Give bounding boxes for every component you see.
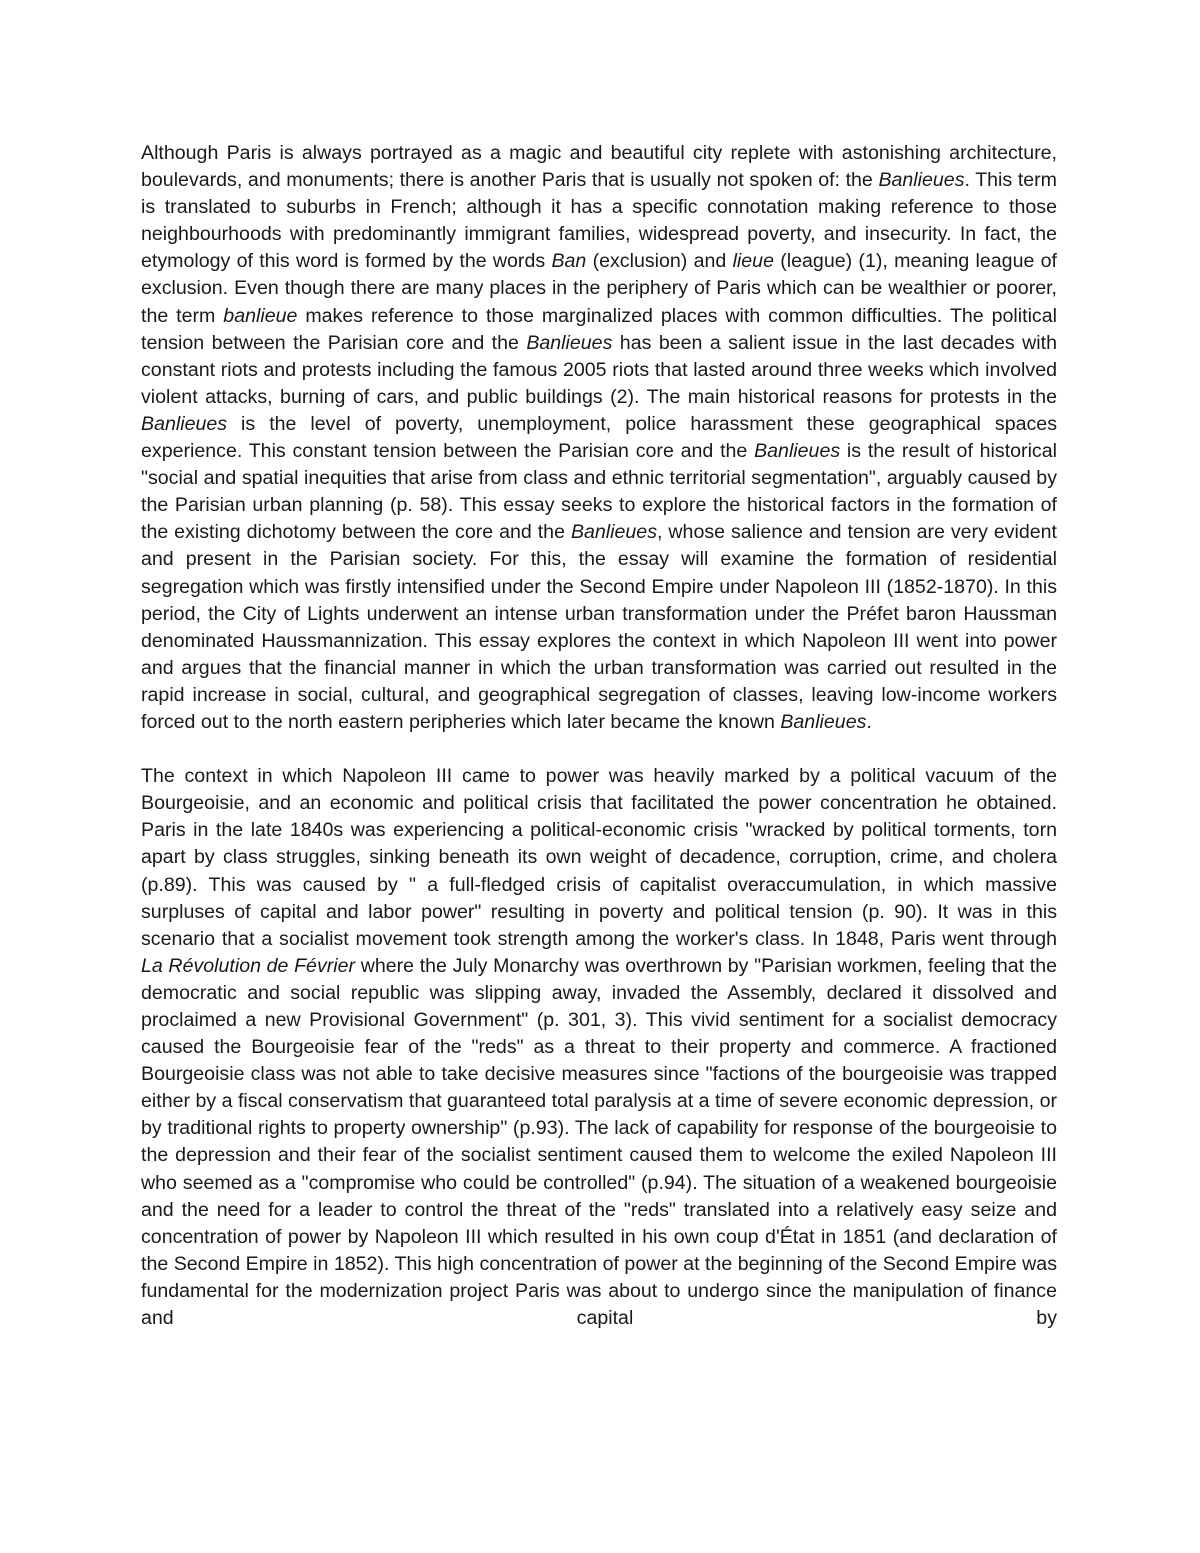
text-run: makes reference to those marginalized places with common difficulties. The political tension between the Parisian core and the [141, 304, 1057, 354]
text-run: The context in which Napoleon III came to power was heavily marked by a political vacuum of the Bourgeoisie, and an economic and political crisis that facilitated the power concentration he obtained. Paris in the late 1840s was experiencing a political-economic crisis "wracked by political torments, torn apart by class struggles, sinking beneath its own weight of decadence, corruption, crime, and cholera (p.89). This was caused by " a full-fledged crisis of capitalist overaccumulation, in which massive surpluses of capital and labor power" resulting in poverty and political tension (p. 90). It was in this scenario that a socialist movement took strength among the worker's class. In 1848, Paris went through [141, 765, 1057, 950]
text-run: (exclusion) and [586, 250, 733, 273]
italic-term: banlieue [223, 304, 298, 327]
paragraph-2 [141, 763, 1057, 1332]
italic-term: Ban [551, 250, 587, 273]
document-body [141, 140, 1057, 1332]
italic-term: Banlieues [141, 412, 228, 435]
text-run: Although Paris is always portrayed as a magic and beautiful city replete with astonishing architecture, boulevards, and monuments; there is another Paris that is usually not spoken of: the [141, 142, 1057, 192]
italic-term: La Révolution de Février [141, 954, 356, 977]
italic-term: Banlieues [570, 521, 657, 544]
text-run: . [866, 710, 872, 733]
text-run: is the level of poverty, unemployment, police harassment these geographical spaces experience. This constant tension between the Parisian core and the [141, 412, 1057, 463]
paragraph-1 [141, 140, 1057, 736]
italic-term: Banlieues [526, 331, 613, 354]
text-run: is the result of historical "social and spatial inequities that arise from class and ethnic territorial segmentation", arguably caused by the Parisian urban planning (p. 58). This essay seeks to explore the historical factors in the formation of the existing dichotomy between the core and the [141, 440, 1057, 544]
text-run: . This term is translated to suburbs in French; although it has a specific connotation making reference to those neighbourhoods with predominantly immigrant families, widespread poverty, and insecurity. In fact, the etymology of this word is formed by the words [141, 169, 1058, 273]
text-run: has been a salient issue in the last decades with constant riots and protests including the famous 2005 riots that lasted around three weeks which involved violent attacks, burning of cars, and public buildings (2). The main historical reasons for protests in the [141, 331, 1057, 408]
italic-term: lieue [732, 250, 774, 273]
text-run: , whose salience and tension are very evident and present in the Parisian society. For this, the essay will examine the formation of residential segregation which was firstly intensified under the Second Empire under Napoleon III (1852-1870). In this period, the City of Lights underwent an intense urban transformation under the Préfet baron Haussman denominated Haussmannization. This essay explores the context in which Napoleon III went into power and argues that the financial manner in which the urban transformation was carried out resulted in the rapid increase in social, cultural, and geographical segregation of classes, leaving low-income workers forced out to the north eastern peripheries which later became the known [141, 521, 1058, 733]
text-run: where the July Monarchy was overthrown by "Parisian workmen, feeling that the democratic and social republic was slipping away, invaded the Assembly, declared it dissolved and proclaimed a new Provisional Government" (p. 301, 3). This vivid sentiment for a socialist democracy caused the Bourgeoisie fear of the "reds" as a threat to their property and commerce. A fractioned Bourgeoisie class was not able to take decisive measures since "factions of the bourgeoisie was trapped either by a fiscal conservatism that guaranteed total paralysis at a time of severe economic depression, or by traditional rights to property ownership" (p.93). The lack of capability for response of the bourgeoisie to the depression and their fear of the socialist sentiment caused them to welcome the exiled Napoleon III who seemed as a "compromise who could be controlled" (p.94). The situation of a weakened bourgeoisie and the need for a leader to control the threat of the "reds" translated into a relatively easy seize and concentration of power by Napoleon III which resulted in his own coup d'État in 1851 (and declaration of the Second Empire in 1852). This high concentration of power at the beginning of the Second Empire was fundamental for the modernization project Paris was about to undergo since the manipulation of finance and capital by [141, 954, 1057, 1330]
italic-term: Banlieues [780, 710, 867, 733]
italic-term: Banlieues [754, 440, 841, 463]
text-run: (league) (1), meaning league of exclusion. Even though there are many places in the periphery of Paris which can be wealthier or poorer, the term [141, 250, 1057, 327]
italic-term: Banlieues [878, 169, 965, 192]
